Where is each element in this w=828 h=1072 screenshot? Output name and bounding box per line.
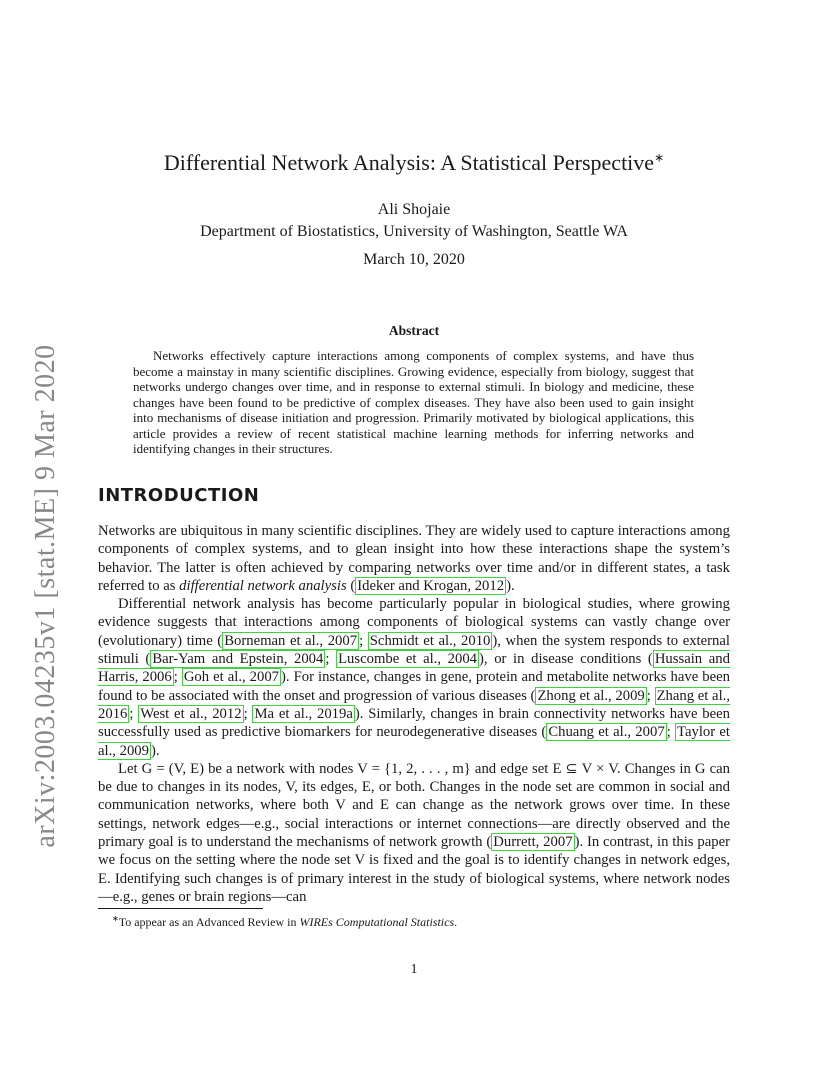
footnote-rule xyxy=(98,908,263,909)
text-run: ). xyxy=(151,742,160,759)
author-name: Ali Shojaie xyxy=(377,201,451,218)
citation-link[interactable]: Ma et al., 2019a xyxy=(254,705,353,722)
page-number: 1 xyxy=(410,962,418,977)
paper-title xyxy=(0,150,828,176)
text-run: ). In contrast, in this paper we focus on the setting where the node set V is fixed and the goal is to identify changes in network edges, E. Identifying such changes is of primary interest in the study of biological systems, where network nodes—e.g., genes or brain regions—can xyxy=(98,834,730,905)
citation-link[interactable]: Borneman et al., 2007 xyxy=(224,632,358,649)
separator: ; xyxy=(359,632,368,649)
citation-link[interactable]: Taylor et al., 2009 xyxy=(98,724,730,759)
footnote-mark: ∗ xyxy=(112,914,119,923)
text-run: ), when the system responds to external stimuli ( xyxy=(98,632,730,668)
text-run: ), or in disease conditions ( xyxy=(479,651,653,668)
abstract-heading: Abstract xyxy=(388,323,440,338)
citation-link[interactable]: Goh et al., 2007 xyxy=(183,669,280,686)
paragraph-3 xyxy=(98,760,730,906)
text-run: ). Similarly, changes in brain connectivity networks have been successfully used as predictive biomarkers for neurodegenerative diseases ( xyxy=(98,705,730,741)
paper-date: March 10, 2020 xyxy=(363,251,465,268)
abstract-text: Networks effectively capture interactions among components of complex systems, and have thus become a mainstay in many scientific disciplines. Growing evidence, especially from biology, suggest that networks undergo changes over time, and in response to external stimuli. In biology and medicine, these changes have been found to be predictive of complex diseases. They have also been used to gain insight into mechanisms of disease initiation and progression. Primarily motivated by biological applications, this article provides a review of recent statistical machine learning methods for inferring networks and identifying changes in their structures. xyxy=(133,348,694,456)
separator: ; xyxy=(646,687,655,704)
text-run: Let G = (V, E) be a network with nodes V = {1, 2, . . . , m} and edge set E ⊆ V × V. Changes in G can be due to changes in its nodes, V, its edges, E, or both. Changes in the node set are common in social and communication networks, where both V and E can change as the network grows over time. In these settings, network edges—e.g., social interactions or internet connections—are directly observed and the primary goal is to understand the mechanisms of network growth ( xyxy=(98,760,730,851)
arxiv-identifier: arXiv:2003.04235v1 [stat.ME] 9 Mar 2020 xyxy=(30,344,61,848)
citation-link[interactable]: Zhong et al., 2009 xyxy=(537,687,645,704)
text-run: ). For instance, changes in gene, protein and metabolite networks have been found to be associated with the onset and progression of various diseases ( xyxy=(98,669,730,704)
separator: ; xyxy=(243,705,253,722)
paragraph-1 xyxy=(98,522,730,595)
separator: ; xyxy=(173,669,182,686)
citation-link[interactable]: Ideker and Krogan, 2012 xyxy=(357,577,505,594)
text-run: . xyxy=(454,915,458,929)
text-run: ). xyxy=(506,577,515,594)
separator: ; xyxy=(666,724,676,741)
introduction-body xyxy=(98,522,730,906)
title-footnote-mark: ∗ xyxy=(654,150,665,165)
citation-link[interactable]: Hussain and Harris, 2006 xyxy=(98,651,730,686)
citation-link[interactable]: Durrett, 2007 xyxy=(493,834,573,851)
citation-link[interactable]: Schmidt et al., 2010 xyxy=(369,632,491,649)
title-text: Differential Network Analysis: A Statistical Perspective xyxy=(163,150,655,175)
citation-link[interactable]: Chuang et al., 2007 xyxy=(548,724,665,741)
text-run: Differential network analysis has become particularly popular in biological studies, where growing evidence suggests that interactions among components of biological systems can vastly change over (evolutionary) time ( xyxy=(98,596,730,649)
citation-link[interactable]: West et al., 2012 xyxy=(140,705,242,722)
separator: ; xyxy=(129,705,139,722)
citation-link[interactable]: Zhang et al., 2016 xyxy=(98,687,731,722)
section-heading-introduction: INTRODUCTION xyxy=(98,485,260,506)
footnote xyxy=(112,914,732,930)
paragraph-2 xyxy=(98,595,730,760)
text-run: Networks are ubiquitous in many scientific disciplines. They are widely used to capture interactions among components of complex systems, and to glean insight into how these interactions shape the system’s behavior. The latter is often achieved by comparing networks over time and/or in different states, a task referred to as xyxy=(98,523,730,594)
emphasis-text: differential network analysis xyxy=(179,577,347,594)
text-run: ( xyxy=(346,577,356,594)
author-affiliation: Department of Biostatistics, University of Washington, Seattle WA xyxy=(200,223,628,240)
citation-link[interactable]: Bar-Yam and Epstein, 2004 xyxy=(152,651,324,668)
separator: ; xyxy=(325,651,337,668)
journal-name: WIREs Computational Statistics xyxy=(299,915,455,929)
text-run: To appear as an Advanced Review in xyxy=(118,915,300,929)
citation-link[interactable]: Luscombe et al., 2004 xyxy=(338,651,478,668)
author-block xyxy=(0,199,828,243)
